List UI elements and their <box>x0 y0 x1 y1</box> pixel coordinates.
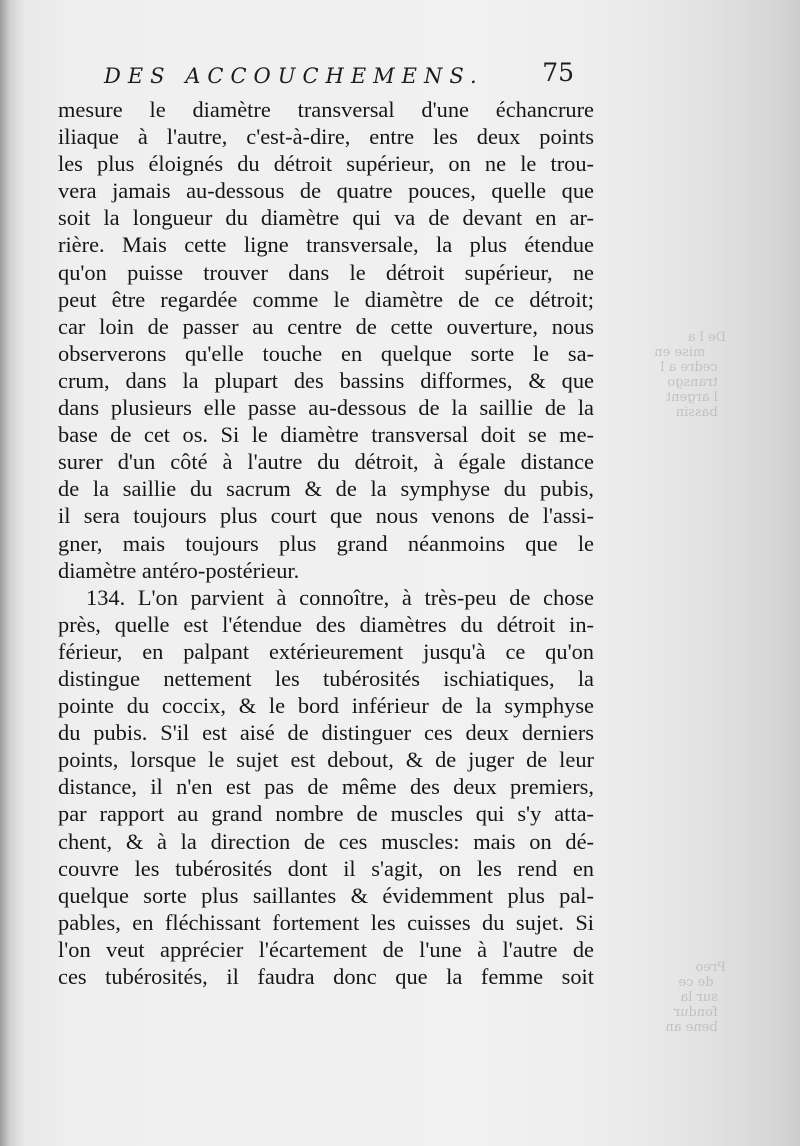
text-line: qu'on puisse trouver dans le détroit supérieur, ne <box>58 259 594 285</box>
bleed-through-text-lower: Preo de ce sur la fondur bene an <box>665 960 726 1035</box>
text-line: par rapport au grand nombre de muscles qui s'y atta- <box>58 801 594 827</box>
text-line: iliaque à l'autre, c'est-à-dire, entre les deux points <box>58 124 594 150</box>
text-line: vera jamais au-dessous de quatre pouces, quelle que <box>58 178 594 204</box>
text-line: car loin de passer au centre de cette ouverture, nous <box>58 313 594 339</box>
text-line: peut être regardée comme le diamètre de ce détroit; <box>58 286 594 312</box>
text-line: pables, en fléchissant fortement les cuisses du sujet. Si <box>58 909 594 935</box>
text-line: férieur, en palpant extérieurement jusqu'à ce qu'on <box>58 638 594 664</box>
text-line: surer d'un côté à l'autre du détroit, à égale distance <box>58 449 594 475</box>
paragraph-start-line: 134. L'on parvient à connoître, à très-peu de chose <box>86 584 594 610</box>
text-line: les plus éloignés du détroit supérieur, on ne le trou- <box>58 151 594 177</box>
text-line: crum, dans la plupart des bassins difformes, & que <box>58 367 594 393</box>
text-line: du pubis. S'il est aisé de distinguer ces deux derniers <box>58 720 594 746</box>
text-line: il sera toujours plus court que nous venons de l'assi- <box>58 503 594 529</box>
text-line: distance, il n'en est pas de même des deux premiers, <box>58 774 594 800</box>
page-number: 75 <box>542 58 574 87</box>
text-line: distingue nettement les tubérosités ischiatiques, la <box>58 665 594 691</box>
text-line: couvre les tubérosités dont il s'agit, on les rend en <box>58 855 594 881</box>
text-line: ces tubérosités, il faudra donc que la femme soit <box>58 964 594 989</box>
text-line: quelque sorte plus saillantes & évidemment plus pal- <box>58 882 594 908</box>
text-line: chent, & à la direction de ces muscles: mais on dé- <box>58 828 594 854</box>
running-title: DES ACCOUCHEMENS. <box>104 64 484 88</box>
text-line: points, lorsque le sujet est debout, & de juger de leur <box>58 747 594 773</box>
page-header <box>104 58 574 94</box>
text-line: gner, mais toujours plus grand néanmoins que le <box>58 530 594 556</box>
text-line: pointe du coccix, & le bord inférieur de la symphyse <box>58 693 594 719</box>
text-line: soit la longueur du diamètre qui va de devant en ar- <box>58 205 594 231</box>
text-line: l'on veut apprécier l'écartement de l'une à l'autre de <box>58 936 594 962</box>
text-line: dans plusieurs elle passe au-dessous de la saillie de la <box>58 395 594 421</box>
text-line: près, quelle est l'étendue des diamètres du détroit in- <box>58 611 594 637</box>
body-text <box>58 96 594 990</box>
text-line: rière. Mais cette ligne transversale, la plus étendue <box>58 232 594 258</box>
text-line: mesure le diamètre transversal d'une échancrure <box>58 97 594 122</box>
text-line: de la saillie du sacrum & de la symphyse du pubis, <box>58 476 594 502</box>
text-line: base de cet os. Si le diamètre transversal doit se me- <box>58 422 594 448</box>
bleed-through-text: De l a mise en cedre a l transgo l argent bassin <box>654 330 726 420</box>
text-line: diamètre antéro-postérieur. <box>58 557 300 583</box>
text-line: observerons qu'elle touche en quelque sorte le sa- <box>58 340 594 366</box>
